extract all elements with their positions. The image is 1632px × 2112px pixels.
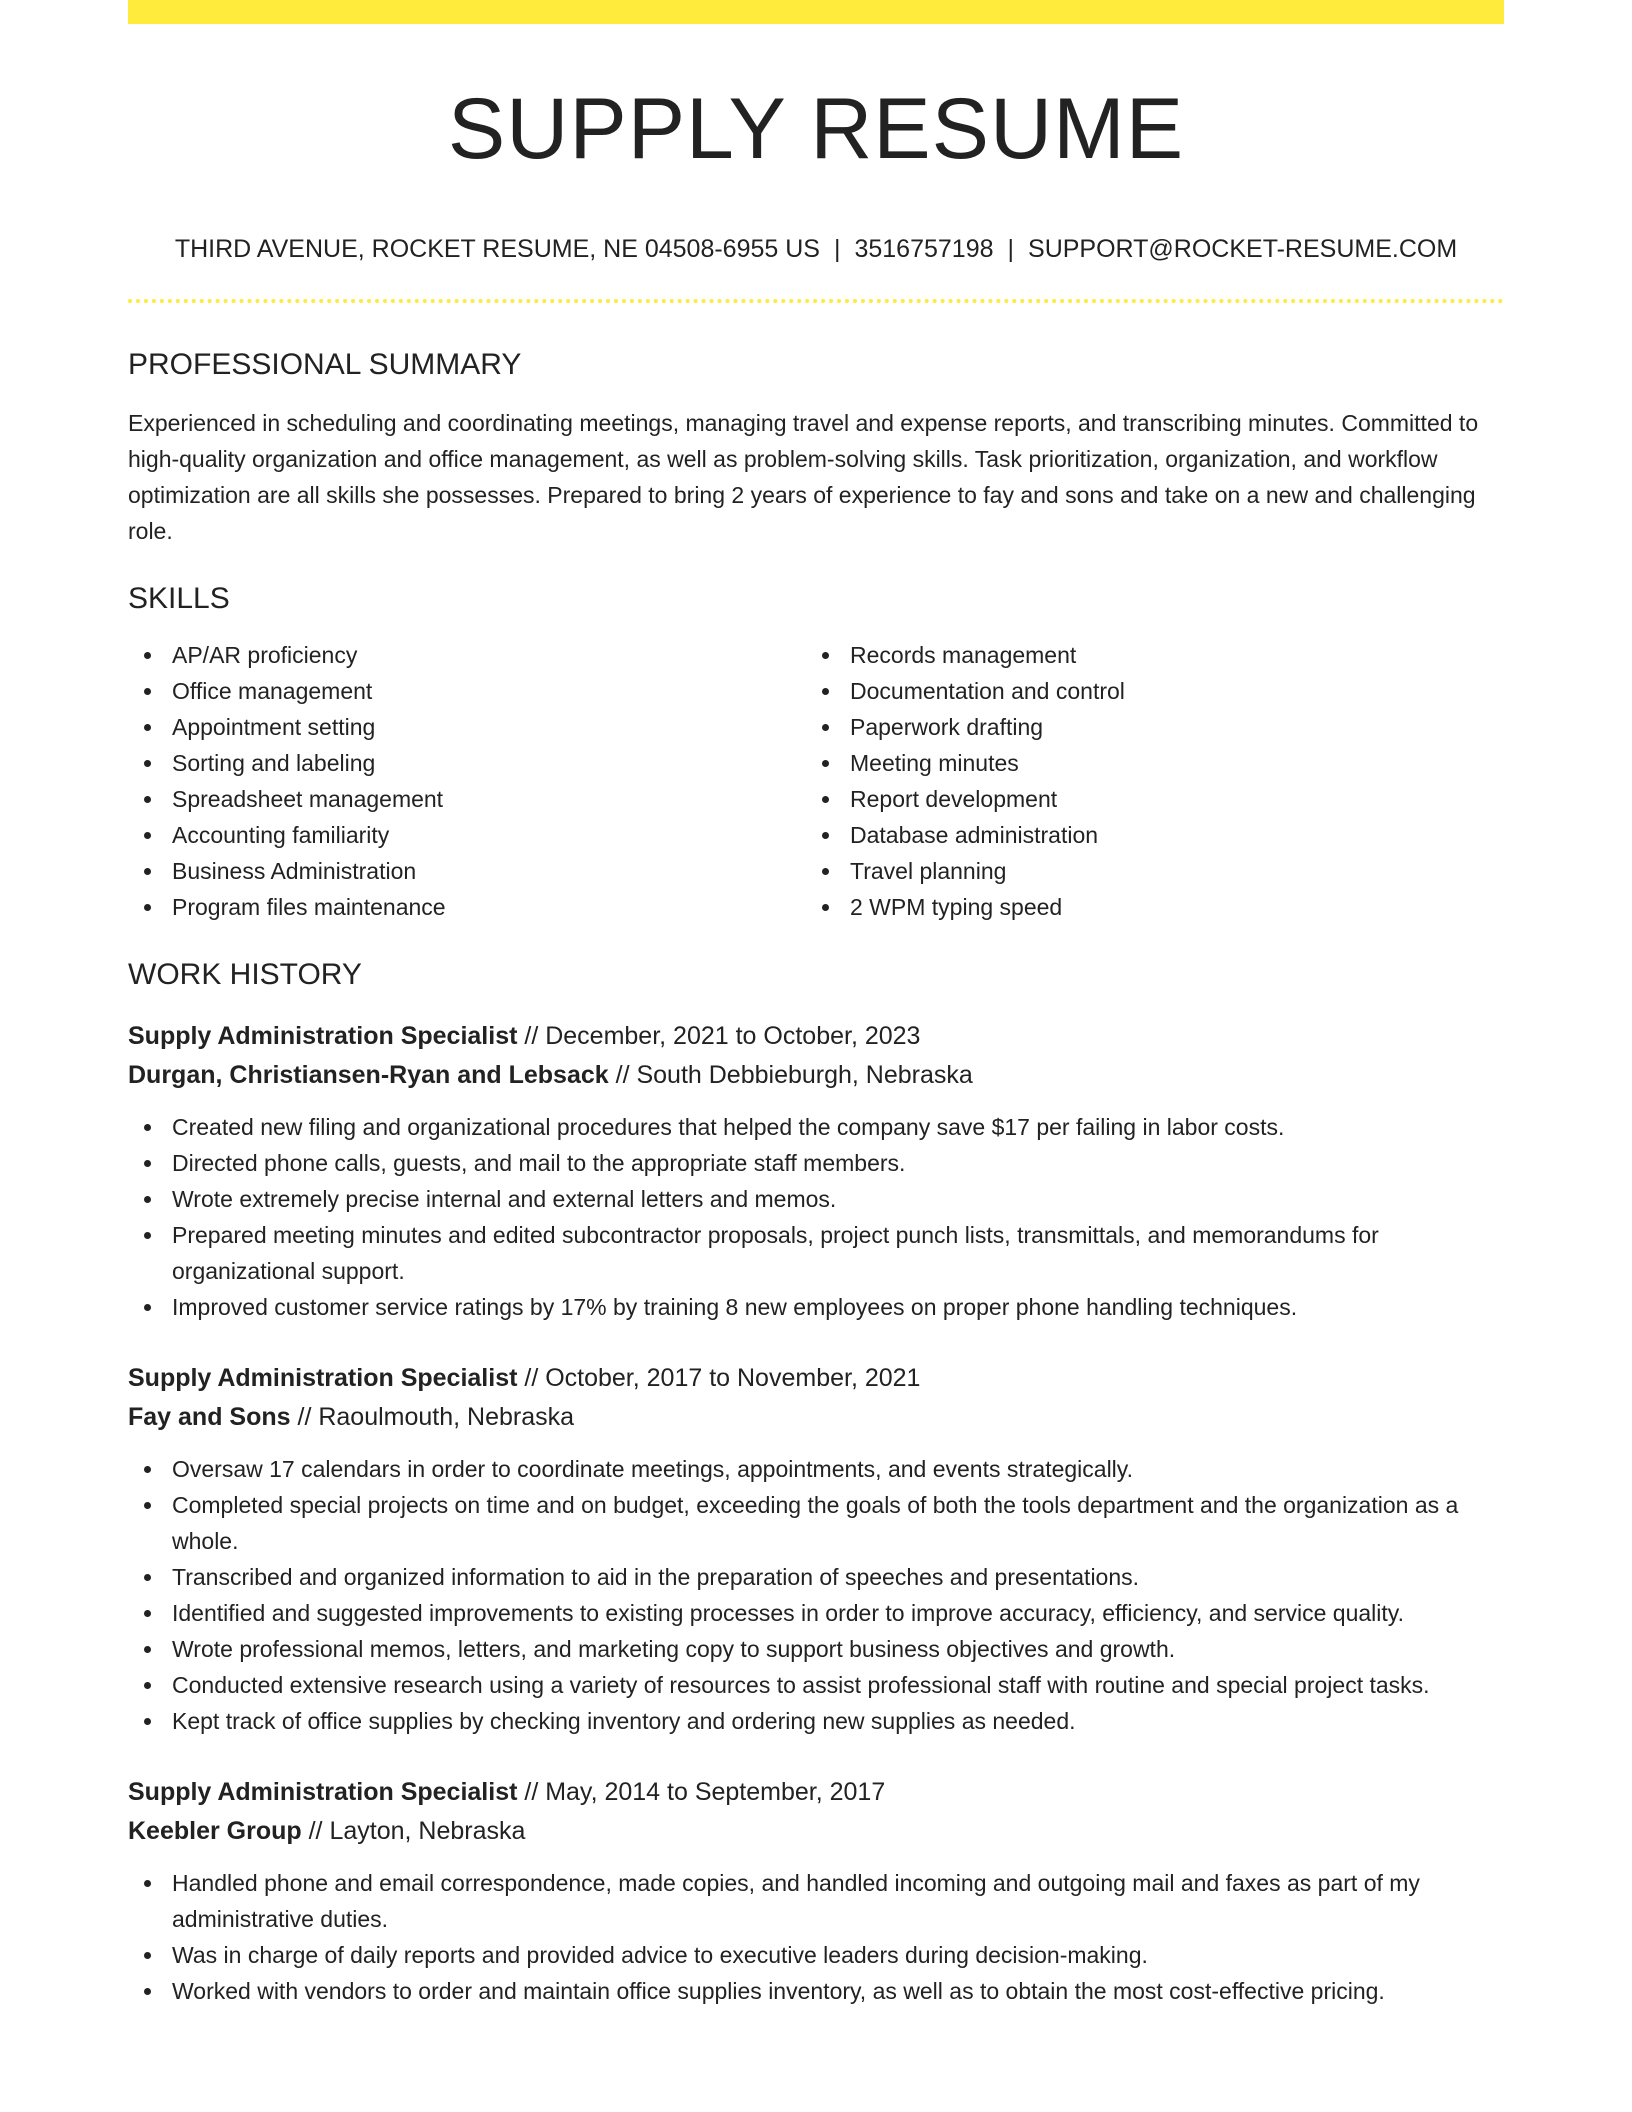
job-bullet: Worked with vendors to order and maintain office supplies inventory, as well as to obtain the most cost-effective pricing. — [128, 1973, 1504, 2009]
skill-item: 2 WPM typing speed — [806, 889, 1484, 925]
accent-bar — [128, 0, 1504, 24]
resume-page — [128, 0, 1504, 2009]
job-company-line — [128, 1398, 1504, 1437]
job-company: Durgan, Christiansen-Ryan and Lebsack — [128, 1061, 609, 1090]
skill-item: Business Administration — [128, 853, 806, 889]
job-bullet: Created new filing and organizational procedures that helped the company save $17 per failing in labor costs. — [128, 1109, 1504, 1145]
job-company: Fay and Sons — [128, 1403, 291, 1432]
job-bullet: Improved customer service ratings by 17% by training 8 new employees on proper phone handling techniques. — [128, 1289, 1504, 1325]
job-bullet: Completed special projects on time and on budget, exceeding the goals of both the tools department and the organization as a whole. — [128, 1487, 1504, 1559]
skill-item: Meeting minutes — [806, 745, 1484, 781]
summary-heading: PROFESSIONAL SUMMARY — [128, 348, 522, 382]
skills-list-left — [128, 637, 806, 925]
contact-line — [128, 233, 1504, 266]
job-bullets — [128, 1109, 1504, 1325]
contact-phone: 3516757198 — [854, 234, 994, 263]
job-bullet: Identified and suggested improvements to existing processes in order to improve accuracy, efficiency, and service quality. — [128, 1595, 1504, 1631]
skill-item: Records management — [806, 637, 1484, 673]
skills-columns — [128, 637, 1504, 925]
resume-title: SUPPLY RESUME — [447, 81, 1185, 177]
job-bullet: Directed phone calls, guests, and mail to the appropriate staff members. — [128, 1145, 1504, 1181]
job-location: // Raoulmouth, Nebraska — [290, 1403, 575, 1432]
skill-item: Sorting and labeling — [128, 745, 806, 781]
dotted-divider — [128, 299, 1504, 303]
contact-separator: | — [1007, 234, 1015, 263]
job-role: Supply Administration Specialist — [128, 1778, 518, 1807]
skills-list-right — [806, 637, 1484, 925]
job-role-line — [128, 1017, 1504, 1056]
job-bullet: Conducted extensive research using a variety of resources to assist professional staff with routine and special project tasks. — [128, 1667, 1504, 1703]
skill-item: Report development — [806, 781, 1484, 817]
job-dates: // December, 2021 to October, 2023 — [517, 1022, 921, 1051]
job-company: Keebler Group — [128, 1817, 302, 1846]
work-history-heading: WORK HISTORY — [128, 958, 362, 992]
skill-item: Office management — [128, 673, 806, 709]
contact-separator: | — [833, 234, 841, 263]
job-dates: // May, 2014 to September, 2017 — [517, 1778, 886, 1807]
skill-item: AP/AR proficiency — [128, 637, 806, 673]
job-bullet: Wrote professional memos, letters, and marketing copy to support business objectives and growth. — [128, 1631, 1504, 1667]
job-location: // Layton, Nebraska — [301, 1817, 526, 1846]
skill-item: Travel planning — [806, 853, 1484, 889]
skill-item: Documentation and control — [806, 673, 1484, 709]
job-role: Supply Administration Specialist — [128, 1022, 518, 1051]
skill-item: Spreadsheet management — [128, 781, 806, 817]
job-role-line — [128, 1773, 1504, 1812]
job-bullet: Was in charge of daily reports and provided advice to executive leaders during decision-making. — [128, 1937, 1504, 1973]
job-bullets — [128, 1865, 1504, 2009]
job-company-line — [128, 1812, 1504, 1851]
job-bullet: Wrote extremely precise internal and external letters and memos. — [128, 1181, 1504, 1217]
job-bullet: Transcribed and organized information to aid in the preparation of speeches and presentations. — [128, 1559, 1504, 1595]
contact-address: THIRD AVENUE, ROCKET RESUME, NE 04508-6955 US — [174, 234, 820, 263]
job-bullet: Prepared meeting minutes and edited subcontractor proposals, project punch lists, transmittals, and memorandums for organizational support. — [128, 1217, 1504, 1289]
job-bullet: Oversaw 17 calendars in order to coordinate meetings, appointments, and events strategically. — [128, 1451, 1504, 1487]
job-bullets — [128, 1451, 1504, 1739]
skill-item: Database administration — [806, 817, 1484, 853]
job-role-line — [128, 1359, 1504, 1398]
job-company-line — [128, 1056, 1504, 1095]
job-role: Supply Administration Specialist — [128, 1364, 518, 1393]
skill-item: Appointment setting — [128, 709, 806, 745]
skill-item: Accounting familiarity — [128, 817, 806, 853]
job-bullet: Kept track of office supplies by checking inventory and ordering new supplies as needed. — [128, 1703, 1504, 1739]
summary-text: Experienced in scheduling and coordinating meetings, managing travel and expense reports, and transcribing minutes. Committed to high-quality organization and office management, as well as problem-solving skills. Task prioritization, organization, and workflow optimization are all skills she possesses. Prepared to bring 2 years of experience to fay and sons and take on a new and challenging role. — [128, 410, 1479, 545]
job-dates: // October, 2017 to November, 2021 — [517, 1364, 921, 1393]
job-location: // South Debbieburgh, Nebraska — [608, 1061, 973, 1090]
job-bullet: Handled phone and email correspondence, made copies, and handled incoming and outgoing mail and faxes as part of my administrative duties. — [128, 1865, 1504, 1937]
skills-heading: SKILLS — [128, 582, 230, 616]
skill-item: Program files maintenance — [128, 889, 806, 925]
skill-item: Paperwork drafting — [806, 709, 1484, 745]
contact-email[interactable]: SUPPORT@ROCKET-RESUME.COM — [1028, 234, 1458, 263]
job-entry — [128, 1773, 1504, 2009]
job-entry — [128, 1359, 1504, 1739]
job-entry — [128, 1017, 1504, 1325]
